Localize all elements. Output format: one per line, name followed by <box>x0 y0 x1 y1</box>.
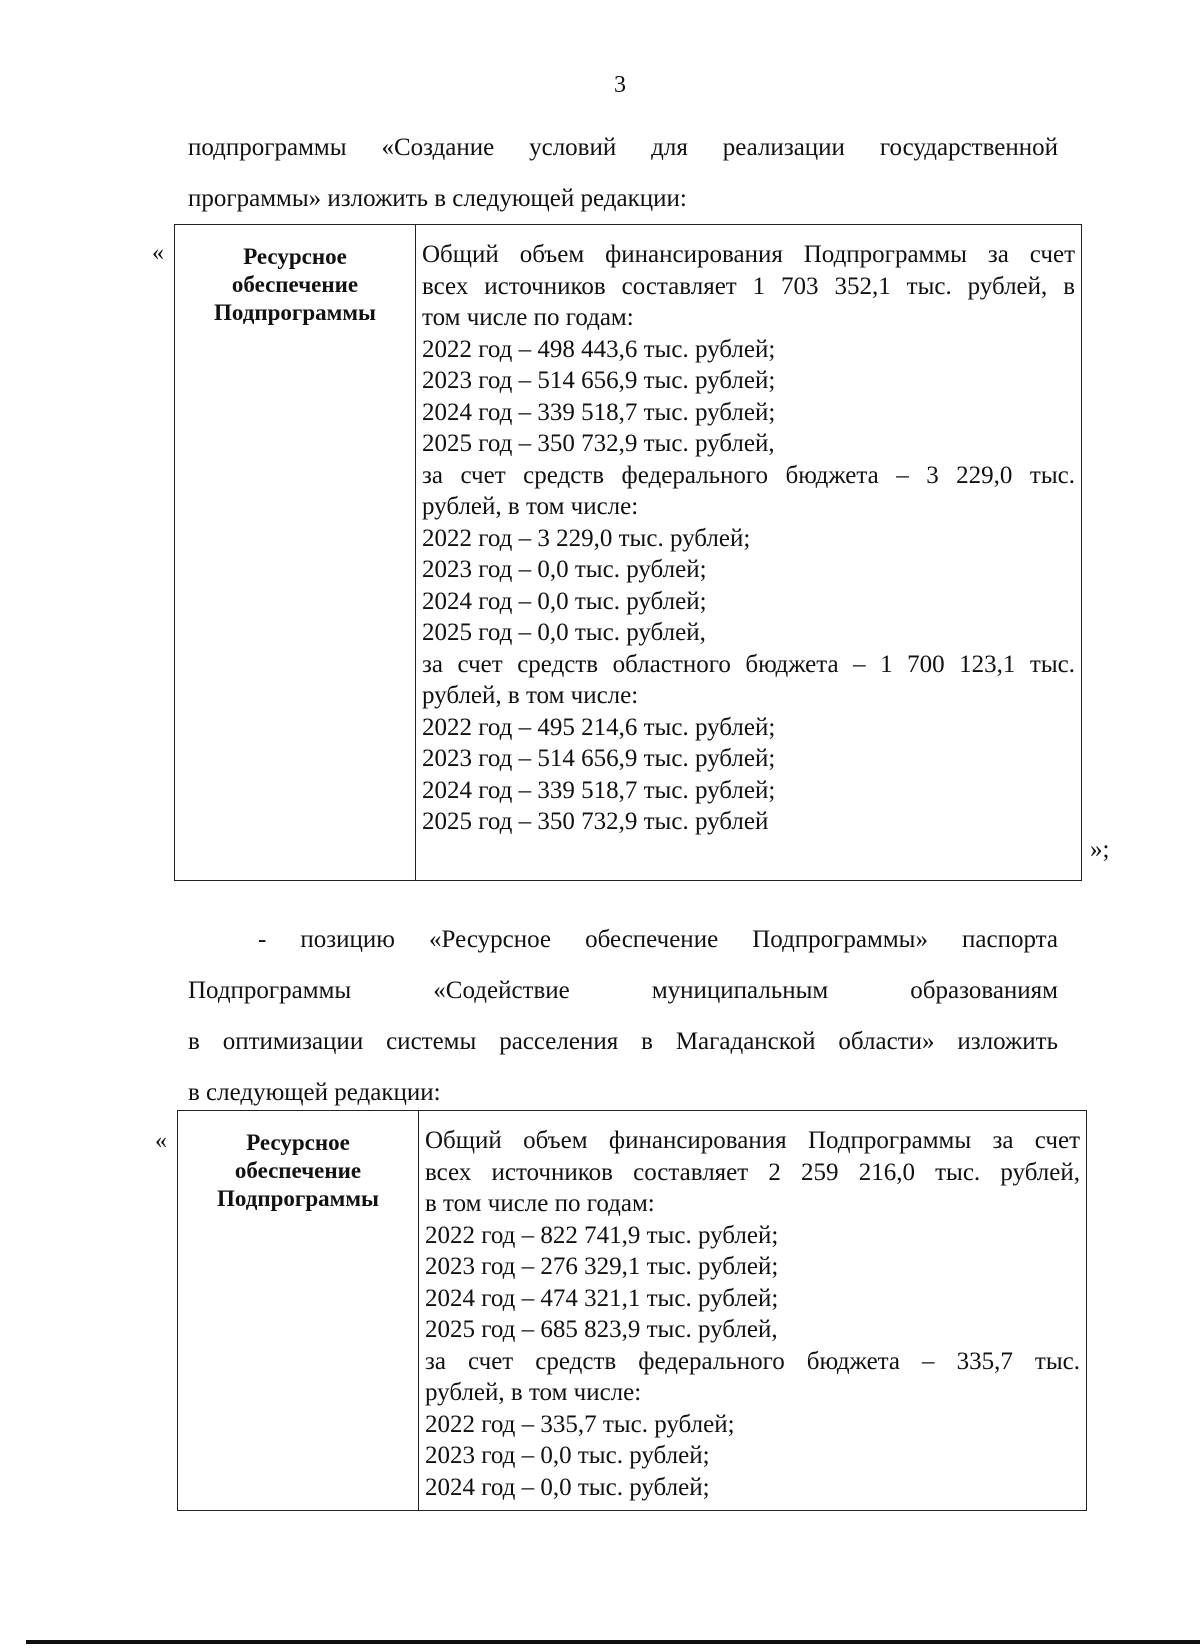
table1-line: 2022 год – 495 214,6 тыс. рублей; <box>422 713 776 741</box>
table1-line: 2022 год – 3 229,0 тыс. рублей; <box>422 524 751 552</box>
position-line-2: Подпрограммы «Содействие муниципальным образованиям <box>188 977 1058 1004</box>
page-number: 3 <box>614 72 626 98</box>
table1-line: за счет средств областного бюджета – 1 700 123,1 тыс. <box>422 650 1075 678</box>
table2-line: 2024 год – 0,0 тыс. рублей; <box>425 1473 710 1501</box>
table2-line: за счет средств федерального бюджета – 335,7 тыс. <box>425 1347 1080 1375</box>
table1-line: 2024 год – 339 518,7 тыс. рублей; <box>422 398 776 426</box>
table1-line: Общий объем финансирования Подпрограммы за счет <box>422 241 1075 268</box>
table2-line: 2024 год – 474 321,1 тыс. рублей; <box>425 1284 779 1312</box>
table2-label-line-2: обеспечение <box>234 1158 362 1183</box>
table1-line: 2024 год – 0,0 тыс. рублей; <box>422 587 707 615</box>
table2-line: 2023 год – 0,0 тыс. рублей; <box>425 1442 710 1469</box>
table1-line: 2022 год – 498 443,6 тыс. рублей; <box>422 335 776 363</box>
table1-content-cell <box>416 225 1082 881</box>
closing-quote: »; <box>1090 836 1110 863</box>
table2-line: 2025 год – 685 823,9 тыс. рублей, <box>425 1316 778 1343</box>
intro-paragraph <box>188 122 1058 224</box>
table1-line: 2025 год – 0,0 тыс. рублей, <box>422 619 706 646</box>
resource-table-1 <box>174 224 1082 881</box>
table1-line: рублей, в том числе: <box>422 682 639 709</box>
table1-label-line-1: Ресурсное <box>243 244 347 269</box>
table1-line: 2025 год – 350 732,9 тыс. рублей, <box>422 430 775 457</box>
table2-line: рублей, в том числе: <box>425 1379 642 1406</box>
resource-table-2 <box>177 1110 1087 1511</box>
table1-line: 2023 год – 514 656,9 тыс. рублей; <box>422 745 776 772</box>
table-row <box>178 1111 1087 1511</box>
table2-line: 2022 год – 822 741,9 тыс. рублей; <box>425 1221 779 1249</box>
table2-line: всех источников составляет 2 259 216,0 тыс. рублей, <box>425 1158 1080 1186</box>
opening-quote-1: « <box>152 240 164 266</box>
opening-quote-2: « <box>155 1128 167 1154</box>
table1-line: всех источников составляет 1 703 352,1 тыс. рублей, в <box>422 272 1075 300</box>
table1-line: 2023 год – 514 656,9 тыс. рублей; <box>422 367 776 394</box>
table2-label-line-3: Подпрограммы <box>217 1186 379 1211</box>
table1-line: 2024 год – 339 518,7 тыс. рублей; <box>422 776 776 804</box>
table-row <box>175 225 1082 881</box>
table2-label-cell <box>178 1111 419 1511</box>
table1-line: за счет средств федерального бюджета – 3 229,0 тыс. <box>422 461 1075 489</box>
table1-line: рублей, в том числе: <box>422 493 639 520</box>
table1-label-line-3: Подпрограммы <box>214 300 376 325</box>
intro-line-1: подпрограммы «Создание условий для реализации государственной <box>188 134 1058 161</box>
table2-line: 2022 год – 335,7 тыс. рублей; <box>425 1410 735 1438</box>
table2-line: 2023 год – 276 329,1 тыс. рублей; <box>425 1253 779 1280</box>
intro-line-2: программы» изложить в следующей редакции: <box>188 185 687 212</box>
table1-label-line-2: обеспечение <box>231 272 359 297</box>
table2-label-line-1: Ресурсное <box>246 1130 350 1155</box>
table1-label-cell <box>175 225 416 881</box>
position-paragraph <box>188 914 1058 1118</box>
table2-line: Общий объем финансирования Подпрограммы за счет <box>425 1127 1080 1154</box>
table2-content-cell <box>419 1111 1087 1511</box>
page-bottom-rule <box>26 1640 1200 1644</box>
position-line-3: в оптимизации системы расселения в Магаданской области» изложить <box>188 1028 1058 1055</box>
table1-line: том числе по годам: <box>422 304 634 331</box>
table2-line: в том числе по годам: <box>425 1190 655 1217</box>
position-line-1: - позицию «Ресурсное обеспечение Подпрограммы» паспорта <box>258 926 1058 953</box>
table1-line: 2025 год – 350 732,9 тыс. рублей <box>422 808 769 835</box>
position-line-4: в следующей редакции: <box>188 1079 441 1106</box>
table1-line: 2023 год – 0,0 тыс. рублей; <box>422 556 707 583</box>
